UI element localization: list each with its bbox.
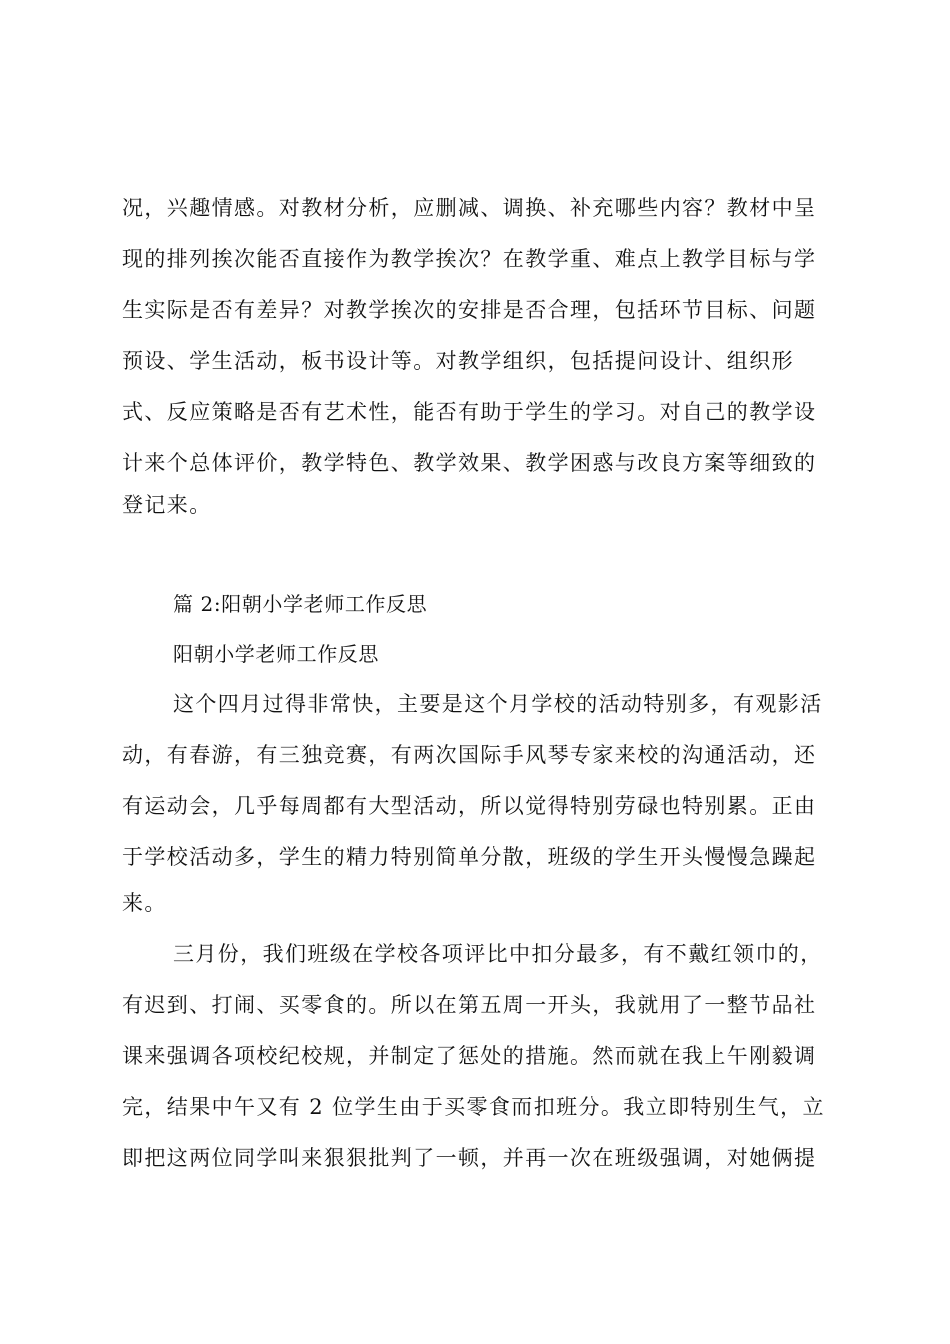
paragraph-2-line: 动，有春游，有三独竞赛，有两次国际手风琴专家来校的沟通活动，还 — [122, 743, 817, 767]
paragraph-1-line: 预设、学生活动，板书设计等。对教学组织，包括提问设计、组织形 — [122, 349, 794, 373]
paragraph-1-line: 生实际是否有差异？对教学挨次的安排是否合理，包括环节目标、问题 — [122, 298, 817, 322]
paragraph-3-line: 课来强调各项校纪校规，并制定了惩处的措施。然而就在我上午刚毅调 — [122, 1044, 817, 1068]
paragraph-2-line: 这个四月过得非常快，主要是这个月学校的活动特别多，有观影活 — [173, 692, 823, 716]
paragraph-3-line: 完，结果中午又有 2 位学生由于买零食而扣班分。我立即特别生气，立 — [122, 1095, 825, 1119]
paragraph-3-line: 三月份，我们班级在学校各项评比中扣分最多，有不戴红领巾的， — [173, 942, 823, 966]
paragraph-1-line: 登记来。 — [122, 493, 212, 517]
paragraph-2-line: 有运动会，几乎每周都有大型活动，所以觉得特别劳碌也特别累。正由 — [122, 794, 817, 818]
document-title: 阳朝小学老师工作反思 — [173, 642, 379, 666]
paragraph-1-line: 现的排列挨次能否直接作为教学挨次？在教学重、难点上教学目标与学 — [122, 247, 817, 271]
paragraph-1-line: 计来个总体评价，教学特色、教学效果、教学困惑与改良方案等细致的 — [122, 451, 817, 475]
paragraph-1-line: 况，兴趣情感。对教材分析，应删减、调换、补充哪些内容？教材中呈 — [122, 196, 817, 220]
paragraph-2-line: 来。 — [122, 891, 167, 915]
paragraph-1-line: 式、反应策略是否有艺术性，能否有助于学生的学习。对自己的教学设 — [122, 400, 817, 424]
paragraph-3-line: 即把这两位同学叫来狠狠批判了一顿，并再一次在班级强调，对她俩提 — [122, 1146, 817, 1170]
paragraph-3-line: 有迟到、打闹、买零食的。所以在第五周一开头，我就用了一整节品社 — [122, 993, 817, 1017]
paragraph-2-line: 于学校活动多，学生的精力特别简单分散，班级的学生开头慢慢急躁起 — [122, 845, 817, 869]
section-heading: 篇 2:阳朝小学老师工作反思 — [173, 592, 428, 616]
